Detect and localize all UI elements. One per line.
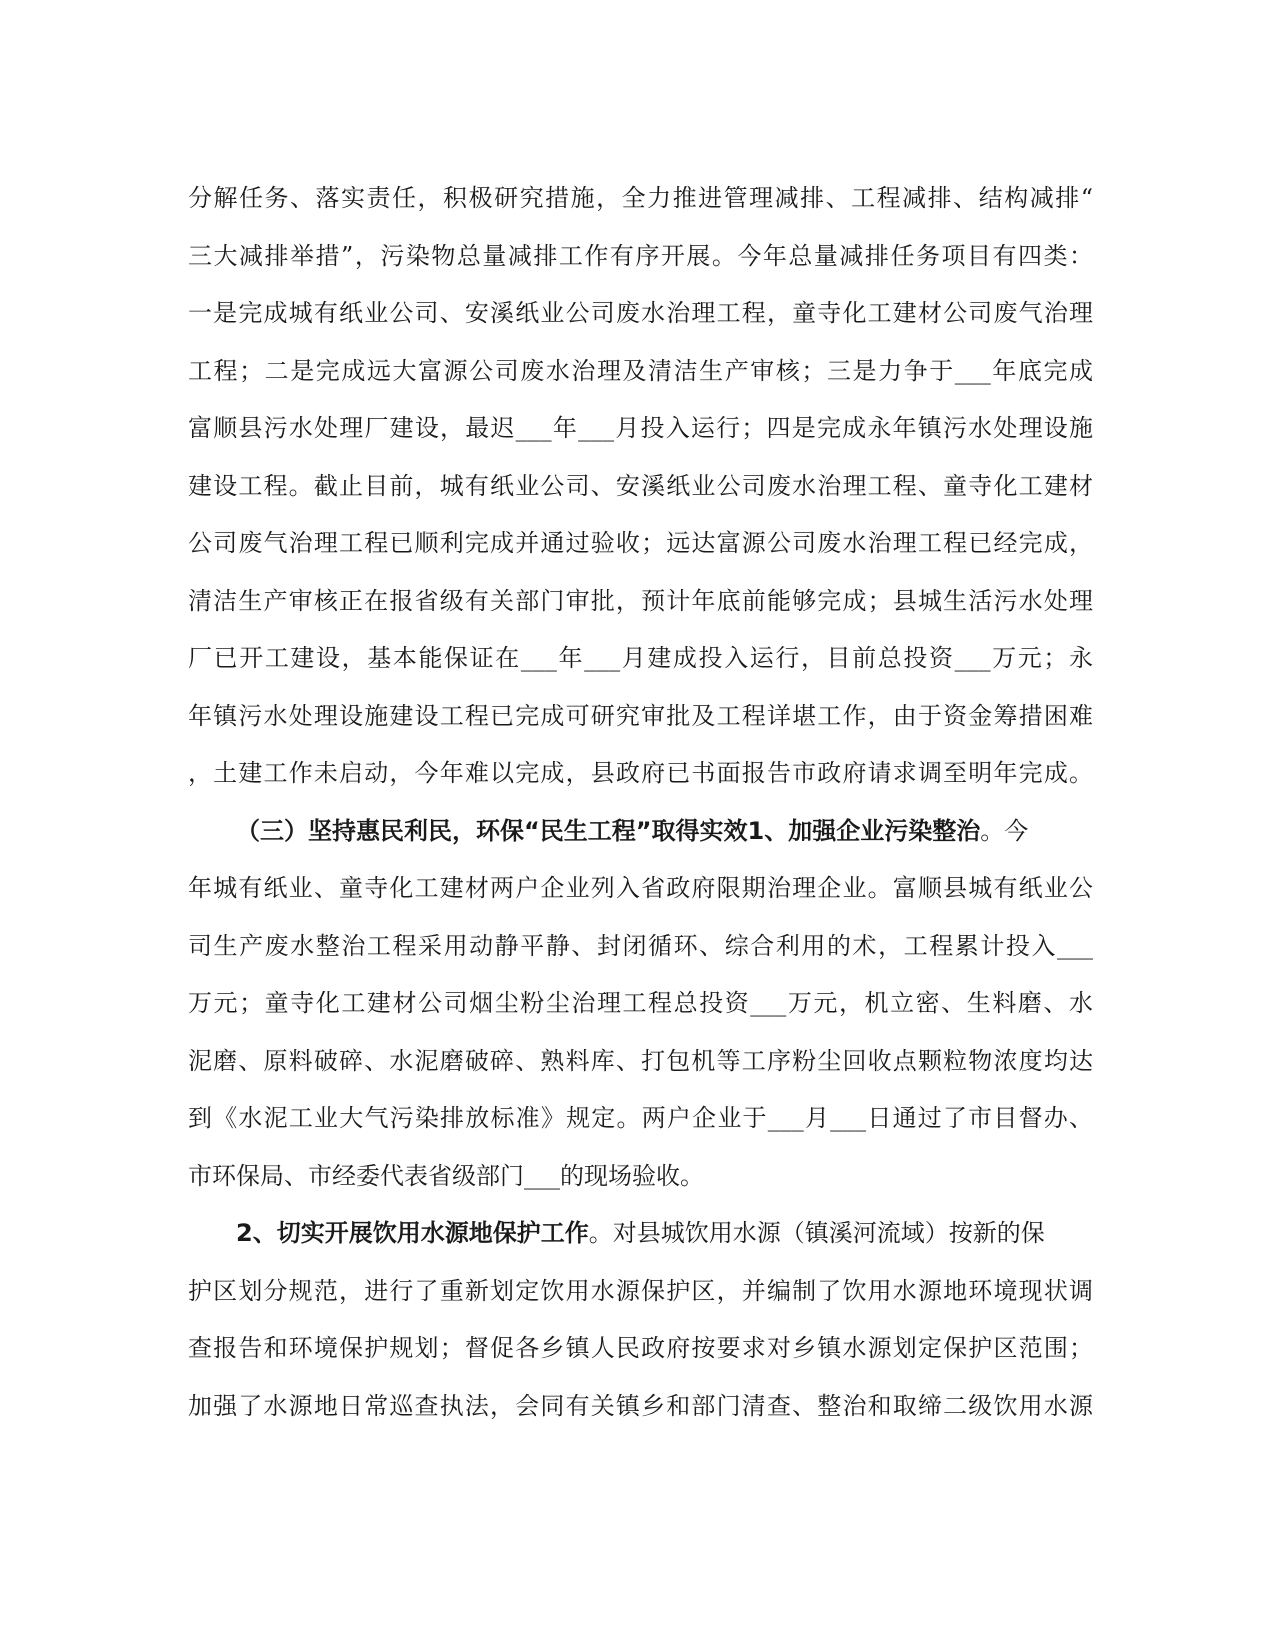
text-line: 市环保局、市经委代表省级部门___的现场验收。 bbox=[188, 1161, 704, 1190]
text-line: 工程；二是完成远大富源公司废水治理及清洁生产审核；三是力争于___年底完成 bbox=[188, 356, 1093, 385]
text-line: 到《水泥工业大气污染排放标准》规定。两户企业于___月___日通过了市目督办、 bbox=[188, 1104, 1093, 1132]
text-line: 查报告和环境保护规划；督促各乡镇人民政府按要求对乡镇水源划定保护区范围； bbox=[188, 1334, 1093, 1362]
text-line: 分解任务、落实责任，积极研究措施，全力推进管理减排、工程减排、结构减排“ bbox=[188, 184, 1093, 212]
text-line: 富顺县污水处理厂建设，最迟___年___月投入运行；四是完成永年镇污水处理设施 bbox=[188, 414, 1093, 442]
text-line: 泥磨、原料破碎、水泥磨破碎、熟料库、打包机等工序粉尘回收点颗粒物浓度均达 bbox=[188, 1046, 1093, 1075]
text-line: 年镇污水处理设施建设工程已完成可研究审批及工程详堪工作，由于资金筹措困难 bbox=[188, 701, 1093, 730]
text-fragment: 。今 bbox=[980, 816, 1029, 845]
body-text bbox=[188, 170, 1093, 1435]
subsection-heading: 2、切实开展饮用水源地保护工作 bbox=[236, 1219, 589, 1247]
text-line: 司生产废水整治工程采用动静平静、封闭循环、综合利用的术，工程累计投入___ bbox=[188, 931, 1093, 960]
text-line: 年城有纸业、童寺化工建材两户企业列入省政府限期治理企业。富顺县城有纸业公 bbox=[188, 874, 1093, 902]
text-line: 三大减排举措”，污染物总量减排工作有序开展。今年总量减排任务项目有四类： bbox=[188, 241, 1093, 270]
text-line: 护区划分规范，进行了重新划定饮用水源保护区，并编制了饮用水源地环境现状调 bbox=[188, 1276, 1093, 1305]
text-fragment: 。对县城饮用水源（镇溪河流域）按新的保 bbox=[588, 1219, 1045, 1247]
text-line: 加强了水源地日常巡查执法，会同有关镇乡和部门清查、整治和取缔二级饮用水源 bbox=[188, 1391, 1093, 1420]
text-line: ，土建工作未启动，今年难以完成，县政府已书面报告市政府请求调至明年完成。 bbox=[188, 759, 1093, 787]
section-heading: （三）坚持惠民利民，环保“民生工程”取得实效1、加强企业污染整治 bbox=[236, 816, 981, 845]
text-line: 厂已开工建设，基本能保证在___年___月建成投入运行，目前总投资___万元；永 bbox=[188, 644, 1093, 672]
text-line: 建设工程。截止目前，城有纸业公司、安溪纸业公司废水治理工程、童寺化工建材 bbox=[188, 471, 1093, 500]
text-line: 清洁生产审核正在报省级有关部门审批，预计年底前能够完成；县城生活污水处理 bbox=[188, 586, 1093, 615]
text-line: 一是完成城有纸业公司、安溪纸业公司废水治理工程，童寺化工建材公司废气治理 bbox=[188, 299, 1093, 327]
text-line: 万元；童寺化工建材公司烟尘粉尘治理工程总投资___万元，机立密、生料磨、水 bbox=[188, 989, 1093, 1017]
subsection-heading-line bbox=[188, 1205, 1093, 1263]
text-line: 公司废气治理工程已顺利完成并通过验收；远达富源公司废水治理工程已经完成， bbox=[188, 529, 1093, 557]
section-heading-line bbox=[188, 803, 1093, 861]
